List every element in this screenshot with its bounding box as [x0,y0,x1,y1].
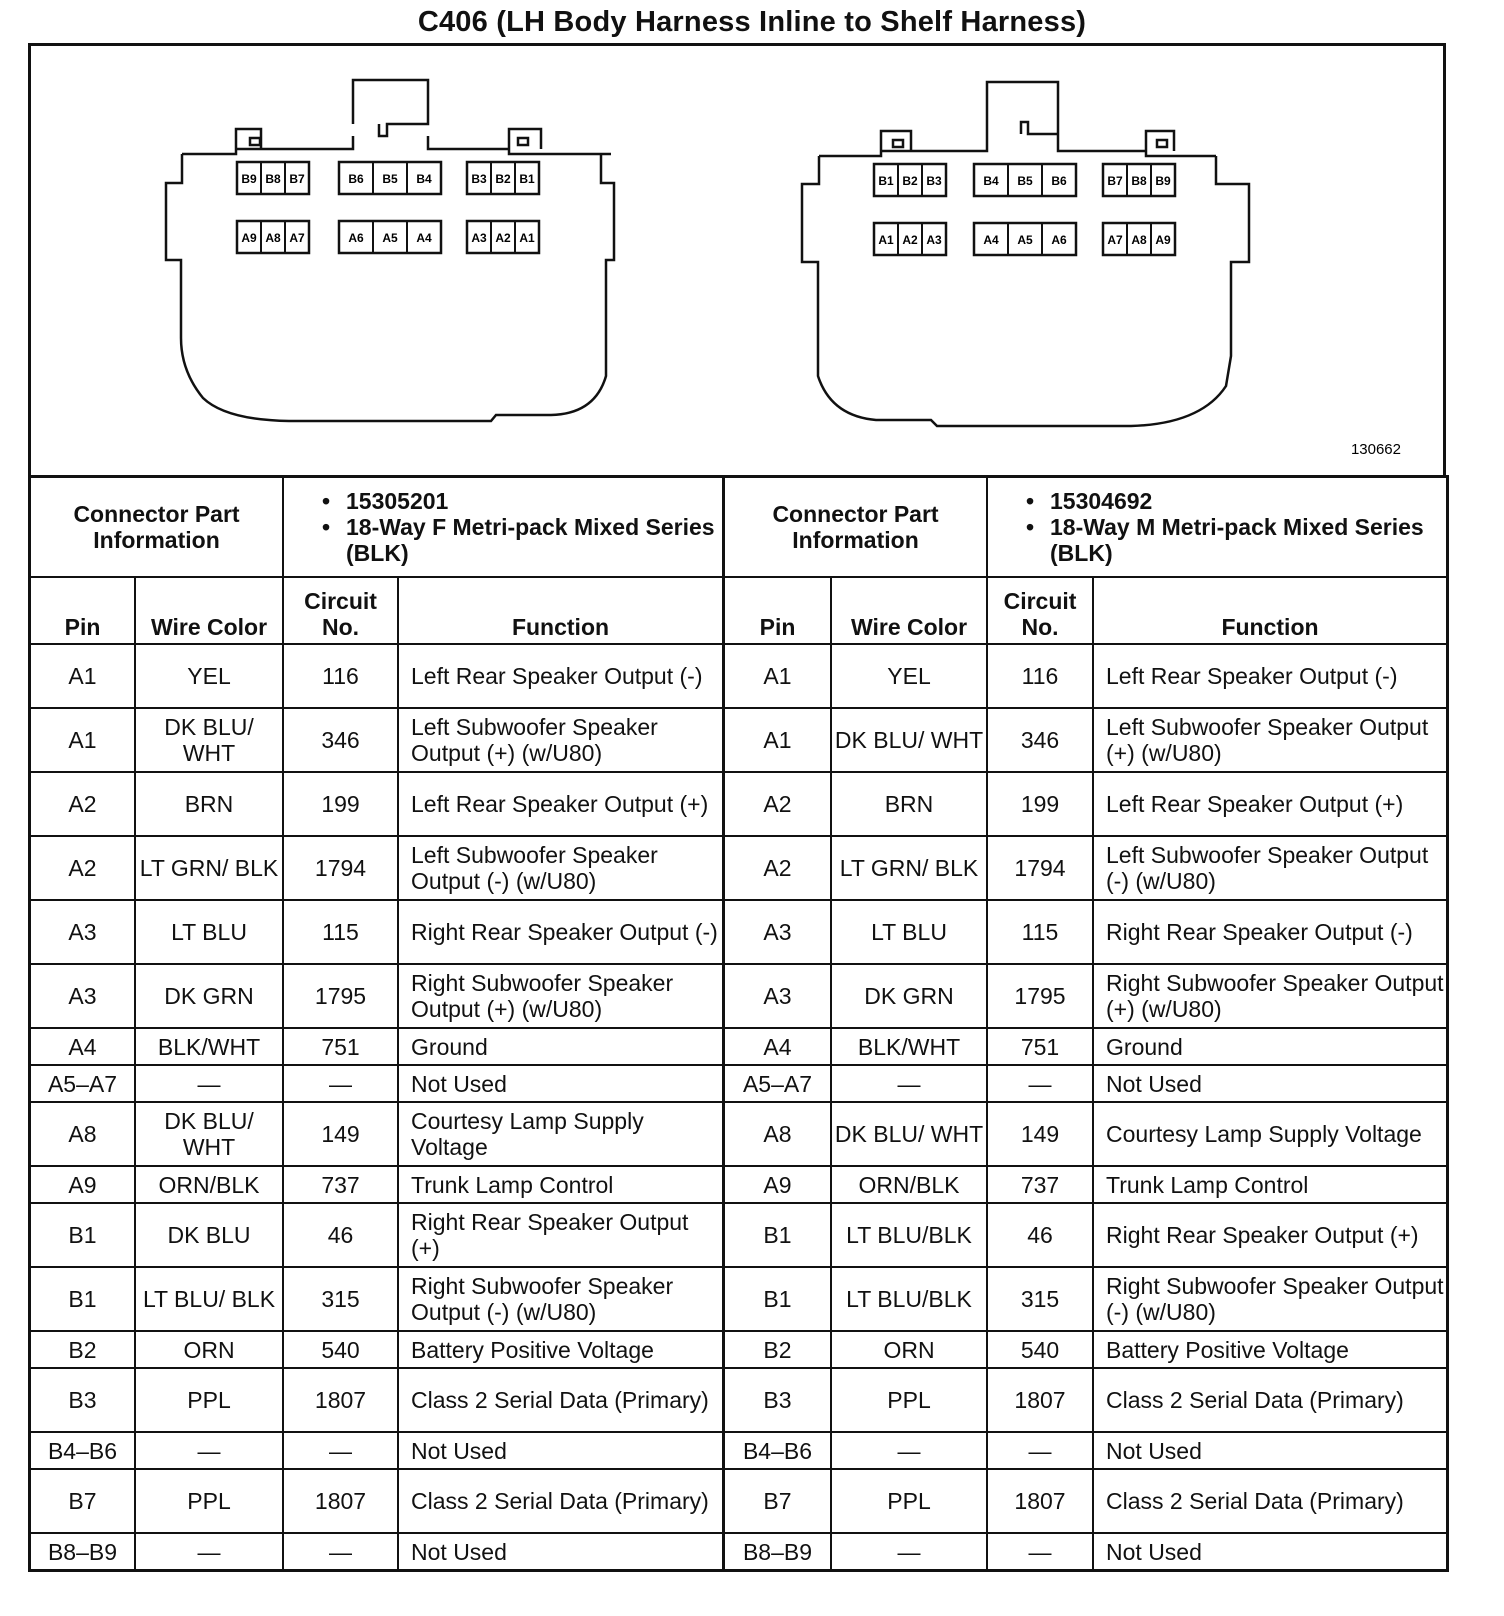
wire-color-cell: — [135,1065,283,1102]
function-cell: Left Subwoofer Speaker Output (+) (w/U80) [1093,708,1446,772]
pin-cell: A8 [31,1102,135,1166]
wire-color-cell: ORN/BLK [135,1166,283,1203]
wire-color-cell: ORN/BLK [831,1166,987,1203]
connector-part-info-value [987,478,1446,577]
pin-label: B8 [265,172,281,186]
wire-color-cell: LT BLU/BLK [831,1267,987,1331]
function-cell: Battery Positive Voltage [1093,1331,1446,1368]
function-cell: Left Subwoofer Speaker Output (-) (w/U80) [398,836,722,900]
pin-label: A1 [878,233,894,247]
table-row [725,1166,1446,1203]
wire-color-cell: BRN [135,772,283,836]
pin-label: B4 [416,172,432,186]
right-connector-table-panel [724,477,1448,1571]
function-cell: Right Rear Speaker Output (-) [398,900,722,964]
pin-cell: B8–B9 [725,1533,831,1569]
function-cell: Courtesy Lamp Supply Voltage [398,1102,722,1166]
circuit-cell: — [987,1065,1093,1102]
pin-cell: A9 [725,1166,831,1203]
pin-cell: B1 [31,1203,135,1267]
table-row [725,708,1446,772]
pin-cell: A2 [31,772,135,836]
table-row [725,1065,1446,1102]
wire-color-cell: DK BLU/ WHT [831,1102,987,1166]
header-function: Function [1093,577,1446,644]
left-table-body [31,644,722,1569]
pin-cell: B7 [725,1469,831,1533]
wire-color-cell: YEL [135,644,283,708]
header-circuit-no: Circuit No. [283,577,398,644]
table-row [31,1469,722,1533]
function-cell: Trunk Lamp Control [1093,1166,1446,1203]
pin-label: B1 [878,174,894,188]
pin-label: A4 [416,231,432,245]
table-row [31,772,722,836]
table-row [725,900,1446,964]
circuit-cell: 540 [987,1331,1093,1368]
part-description: • 18-Way M Metri-pack Mixed Series (BLK) [1026,514,1446,566]
pin-cell: A9 [31,1166,135,1203]
table-row [31,1028,722,1065]
function-cell: Courtesy Lamp Supply Voltage [1093,1102,1446,1166]
pin-cell: B1 [725,1203,831,1267]
left-pinout-table [31,478,722,1569]
circuit-cell: 1795 [987,964,1093,1028]
pin-cell: A3 [31,900,135,964]
pin-label: A5 [1017,233,1033,247]
pin-label: A9 [1155,233,1171,247]
pin-cell: A1 [725,708,831,772]
wire-color-cell: PPL [831,1368,987,1432]
table-row [31,1331,722,1368]
pin-cell: B2 [725,1331,831,1368]
circuit-cell: 116 [987,644,1093,708]
pin-label: B7 [289,172,305,186]
circuit-cell: 115 [283,900,398,964]
page-title: C406 (LH Body Harness Inline to Shelf Harness) [417,6,1087,38]
pin-label: B3 [471,172,487,186]
circuit-cell: — [283,1432,398,1469]
pin-cell: A4 [31,1028,135,1065]
table-row [31,836,722,900]
table-row [725,1533,1446,1569]
connector-part-info-label: Connector Part Information [31,478,283,577]
header-wire-color: Wire Color [831,577,987,644]
right-pinout-table [725,478,1446,1569]
pin-label: A8 [265,231,281,245]
circuit-cell: 315 [283,1267,398,1331]
pin-label: B7 [1107,174,1123,188]
wire-color-cell: BRN [831,772,987,836]
circuit-cell: 1807 [283,1368,398,1432]
function-cell: Right Rear Speaker Output (-) [1093,900,1446,964]
circuit-cell: 199 [987,772,1093,836]
function-cell: Right Subwoofer Speaker Output (-) (w/U80) [398,1267,722,1331]
left-connector-outline [166,80,614,421]
wire-color-cell: DK BLU/ WHT [135,1102,283,1166]
wire-color-cell: LT BLU [831,900,987,964]
circuit-cell: 1807 [987,1368,1093,1432]
function-cell: Not Used [1093,1065,1446,1102]
pin-label: B6 [1051,174,1067,188]
circuit-cell: 315 [987,1267,1093,1331]
header-circuit-no: Circuit No. [987,577,1093,644]
table-row [31,1203,722,1267]
function-cell: Not Used [398,1432,722,1469]
function-cell: Left Rear Speaker Output (-) [398,644,722,708]
circuit-cell: 737 [987,1166,1093,1203]
right-table-body [725,644,1446,1569]
pin-label: A6 [348,231,364,245]
part-number: • 15304692 [1026,488,1446,514]
wire-color-cell: LT GRN/ BLK [135,836,283,900]
circuit-cell: 149 [987,1102,1093,1166]
function-cell: Not Used [398,1533,722,1569]
pin-label: A6 [1051,233,1067,247]
circuit-cell: 1794 [987,836,1093,900]
wire-color-cell: — [831,1432,987,1469]
pin-cell: B3 [725,1368,831,1432]
wire-color-cell: BLK/WHT [831,1028,987,1065]
wire-color-cell: LT GRN/ BLK [831,836,987,900]
pin-cell: A1 [31,708,135,772]
circuit-cell: 1807 [283,1469,398,1533]
function-cell: Not Used [1093,1533,1446,1569]
pin-cell: A5–A7 [725,1065,831,1102]
pin-cell: B4–B6 [31,1432,135,1469]
pin-cell: A3 [31,964,135,1028]
circuit-cell: 46 [283,1203,398,1267]
wire-color-cell: LT BLU [135,900,283,964]
pin-label: B5 [1017,174,1033,188]
pin-label: A7 [1107,233,1123,247]
function-cell: Class 2 Serial Data (Primary) [1093,1368,1446,1432]
wire-color-cell: BLK/WHT [135,1028,283,1065]
circuit-cell: — [283,1065,398,1102]
header-wire-color: Wire Color [135,577,283,644]
wire-color-cell: DK GRN [135,964,283,1028]
function-cell: Left Subwoofer Speaker Output (+) (w/U80) [398,708,722,772]
table-row [31,708,722,772]
wire-color-cell: YEL [831,644,987,708]
circuit-cell: 1807 [987,1469,1093,1533]
pin-cell: A1 [31,644,135,708]
header-pin: Pin [31,577,135,644]
table-row [31,1267,722,1331]
pin-label: A3 [926,233,942,247]
wire-color-cell: LT BLU/ BLK [135,1267,283,1331]
function-cell: Right Subwoofer Speaker Output (+) (w/U80) [398,964,722,1028]
pin-label: B9 [241,172,257,186]
table-row [31,644,722,708]
table-row [725,1331,1446,1368]
wire-color-cell: ORN [831,1331,987,1368]
pin-cell: B7 [31,1469,135,1533]
wire-color-cell: DK BLU/ WHT [135,708,283,772]
function-cell: Right Subwoofer Speaker Output (-) (w/U80) [1093,1267,1446,1331]
table-row [725,1368,1446,1432]
table-row [725,1267,1446,1331]
pin-label: A7 [289,231,305,245]
circuit-cell: 346 [987,708,1093,772]
wire-color-cell: DK BLU/ WHT [831,708,987,772]
table-row [31,1368,722,1432]
pin-label: A3 [471,231,487,245]
circuit-cell: — [987,1432,1093,1469]
pin-cell: B1 [31,1267,135,1331]
table-row [725,1028,1446,1065]
wire-color-cell: PPL [831,1469,987,1533]
table-row [725,1469,1446,1533]
pin-cell: A5–A7 [31,1065,135,1102]
circuit-cell: 46 [987,1203,1093,1267]
pin-label: A1 [519,231,535,245]
circuit-cell: 751 [987,1028,1093,1065]
connector-diagram-panel [28,43,1446,475]
pin-cell: B3 [31,1368,135,1432]
function-cell: Left Subwoofer Speaker Output (-) (w/U80) [1093,836,1446,900]
circuit-cell: 751 [283,1028,398,1065]
function-cell: Right Subwoofer Speaker Output (+) (w/U80) [1093,964,1446,1028]
wire-color-cell: — [831,1533,987,1569]
pinout-table [28,475,1449,1572]
table-row [725,1203,1446,1267]
table-row [725,836,1446,900]
table-row [31,1065,722,1102]
wire-color-cell: — [831,1065,987,1102]
pin-cell: A2 [31,836,135,900]
function-cell: Right Rear Speaker Output (+) [1093,1203,1446,1267]
pin-label: A9 [241,231,257,245]
connector-face-views [31,46,1443,478]
function-cell: Trunk Lamp Control [398,1166,722,1203]
pin-label: A5 [382,231,398,245]
pin-cell: A2 [725,772,831,836]
table-row [31,1533,722,1569]
circuit-cell: 1794 [283,836,398,900]
table-row [31,1432,722,1469]
pin-label: B2 [902,174,918,188]
table-row [31,1102,722,1166]
function-cell: Class 2 Serial Data (Primary) [398,1368,722,1432]
pin-label: A2 [902,233,918,247]
pin-cell: A4 [725,1028,831,1065]
wire-color-cell: — [135,1533,283,1569]
circuit-cell: 346 [283,708,398,772]
header-function: Function [398,577,722,644]
circuit-cell: 199 [283,772,398,836]
pin-cell: B8–B9 [31,1533,135,1569]
table-row [725,1102,1446,1166]
table-row [725,1432,1446,1469]
table-row [725,772,1446,836]
function-cell: Left Rear Speaker Output (+) [1093,772,1446,836]
pin-label: B1 [519,172,535,186]
pin-label: B3 [926,174,942,188]
circuit-cell: — [987,1533,1093,1569]
pin-cell: B4–B6 [725,1432,831,1469]
left-connector-table-panel [30,477,724,1571]
pin-label: B4 [983,174,999,188]
wire-color-cell: DK BLU [135,1203,283,1267]
pin-label: B2 [495,172,511,186]
wire-color-cell: DK GRN [831,964,987,1028]
function-cell: Battery Positive Voltage [398,1331,722,1368]
wire-color-cell: PPL [135,1368,283,1432]
pin-label: B6 [348,172,364,186]
circuit-cell: 1795 [283,964,398,1028]
table-row [725,964,1446,1028]
function-cell: Not Used [398,1065,722,1102]
table-row [31,900,722,964]
wire-color-cell: PPL [135,1469,283,1533]
pin-cell: A8 [725,1102,831,1166]
function-cell: Ground [1093,1028,1446,1065]
circuit-cell: 115 [987,900,1093,964]
circuit-cell: 116 [283,644,398,708]
function-cell: Class 2 Serial Data (Primary) [398,1469,722,1533]
header-pin: Pin [725,577,831,644]
wire-color-cell: ORN [135,1331,283,1368]
pin-label: B8 [1131,174,1147,188]
function-cell: Right Rear Speaker Output (+) [398,1203,722,1267]
wire-color-cell: LT BLU/BLK [831,1203,987,1267]
pin-cavities [237,162,1175,255]
part-description: • 18-Way F Metri-pack Mixed Series (BLK) [322,514,722,566]
pin-label: B5 [382,172,398,186]
function-cell: Left Rear Speaker Output (+) [398,772,722,836]
wire-color-cell: — [135,1432,283,1469]
pin-cell: A3 [725,964,831,1028]
pin-cell: B1 [725,1267,831,1331]
table-row [725,644,1446,708]
pin-label: B9 [1155,174,1171,188]
part-number: • 15305201 [322,488,722,514]
function-cell: Not Used [1093,1432,1446,1469]
pin-label: A2 [495,231,511,245]
pin-label: A8 [1131,233,1147,247]
connector-part-info-label: Connector Part Information [725,478,987,577]
pin-cell: A3 [725,900,831,964]
circuit-cell: 737 [283,1166,398,1203]
pin-cell: B2 [31,1331,135,1368]
circuit-cell: 149 [283,1102,398,1166]
pin-cell: A1 [725,644,831,708]
connector-part-info-value [283,478,722,577]
table-row [31,964,722,1028]
table-row [31,1166,722,1203]
circuit-cell: 540 [283,1331,398,1368]
circuit-cell: — [283,1533,398,1569]
figure-number: 130662 [1350,441,1401,458]
pin-label: A4 [983,233,999,247]
function-cell: Ground [398,1028,722,1065]
function-cell: Left Rear Speaker Output (-) [1093,644,1446,708]
function-cell: Class 2 Serial Data (Primary) [1093,1469,1446,1533]
pin-cell: A2 [725,836,831,900]
